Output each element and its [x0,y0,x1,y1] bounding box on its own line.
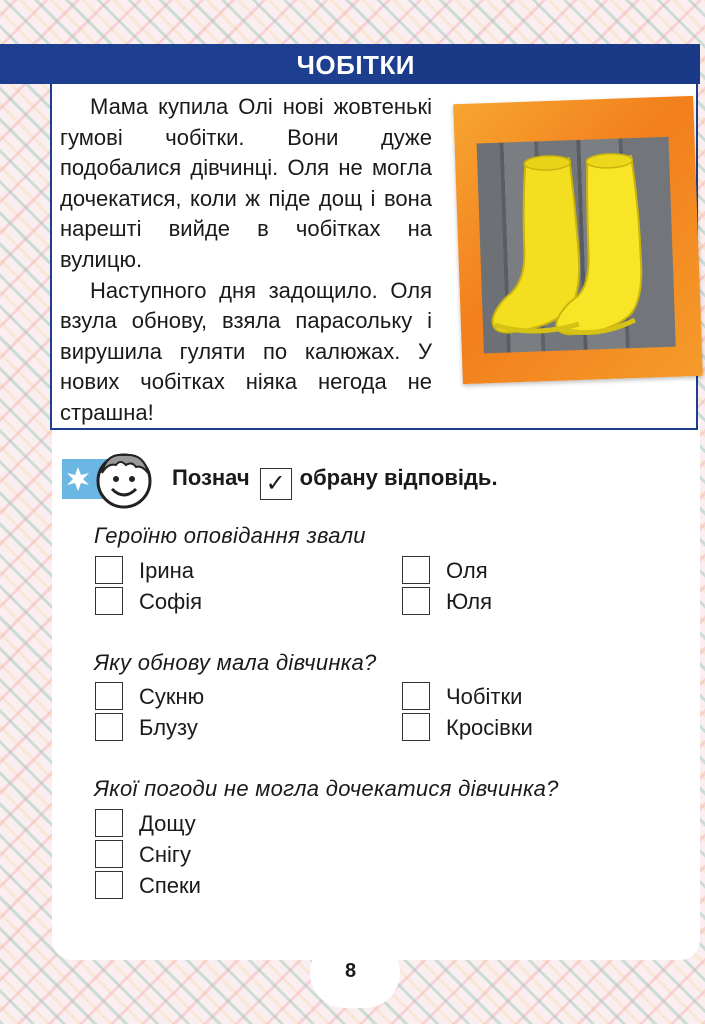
answer-checkbox[interactable] [402,556,430,584]
answer-checkbox[interactable] [95,809,123,837]
question-3: Якої погоди не могла дочекатися дівчинка? [94,776,559,801]
option-label: Дощу [139,811,196,836]
question-2: Яку обнову мала дівчинка? [94,650,377,675]
answer-checkbox[interactable] [402,713,430,741]
answer-checkbox[interactable] [402,587,430,615]
answer-checkbox[interactable] [95,713,123,741]
yellow-boots-photo [477,137,676,354]
task-instruction [62,447,662,507]
story-paragraph-2: Наступного дня задощило. Оля взула обнову, взяла парасольку і вирушила гуляти по калюжах. У нових чобітках ніяка негода не страшна! [60,277,432,425]
option-label: Сукню [139,684,205,709]
check-mark-icon: ✓ [260,468,292,500]
page-number: 8 [345,960,357,982]
answer-checkbox[interactable] [95,556,123,584]
option-label: Блузу [139,715,198,740]
answer-checkbox[interactable] [95,587,123,615]
option-label: Кросівки [446,715,533,740]
story-text [60,92,432,429]
option-label: Спеки [139,873,201,898]
title-tab [400,44,700,84]
smiling-boy-icon [92,447,156,511]
story-paragraph-1: Мама купила Олі нові жовтенькі гумові чобітки. Вони дуже подобалися дівчинці. Оля не могла дочекатися, коли ж піде дощ і вона нарешті вийде в чобітках на вулицю. [60,94,432,272]
option-label: Юля [446,589,492,614]
photo-frame [453,96,703,384]
option-label: Оля [446,558,488,583]
question-1: Героїню оповідання звали [94,523,366,548]
task-text-after: обрану відповідь. [299,465,498,490]
option-label: Ірина [139,558,195,583]
answer-checkbox[interactable] [95,840,123,868]
option-label: Чобітки [446,684,523,709]
answer-checkbox[interactable] [402,682,430,710]
option-label: Снігу [139,842,191,867]
task-text [172,465,498,500]
answer-checkbox[interactable] [95,871,123,899]
title-bar [0,44,700,84]
page-title: ЧОБІТКИ [296,50,415,80]
task-text-before: Познач [172,465,250,490]
yellow-boots-image [477,137,676,354]
answer-checkbox[interactable] [95,682,123,710]
option-label: Софія [139,589,203,614]
